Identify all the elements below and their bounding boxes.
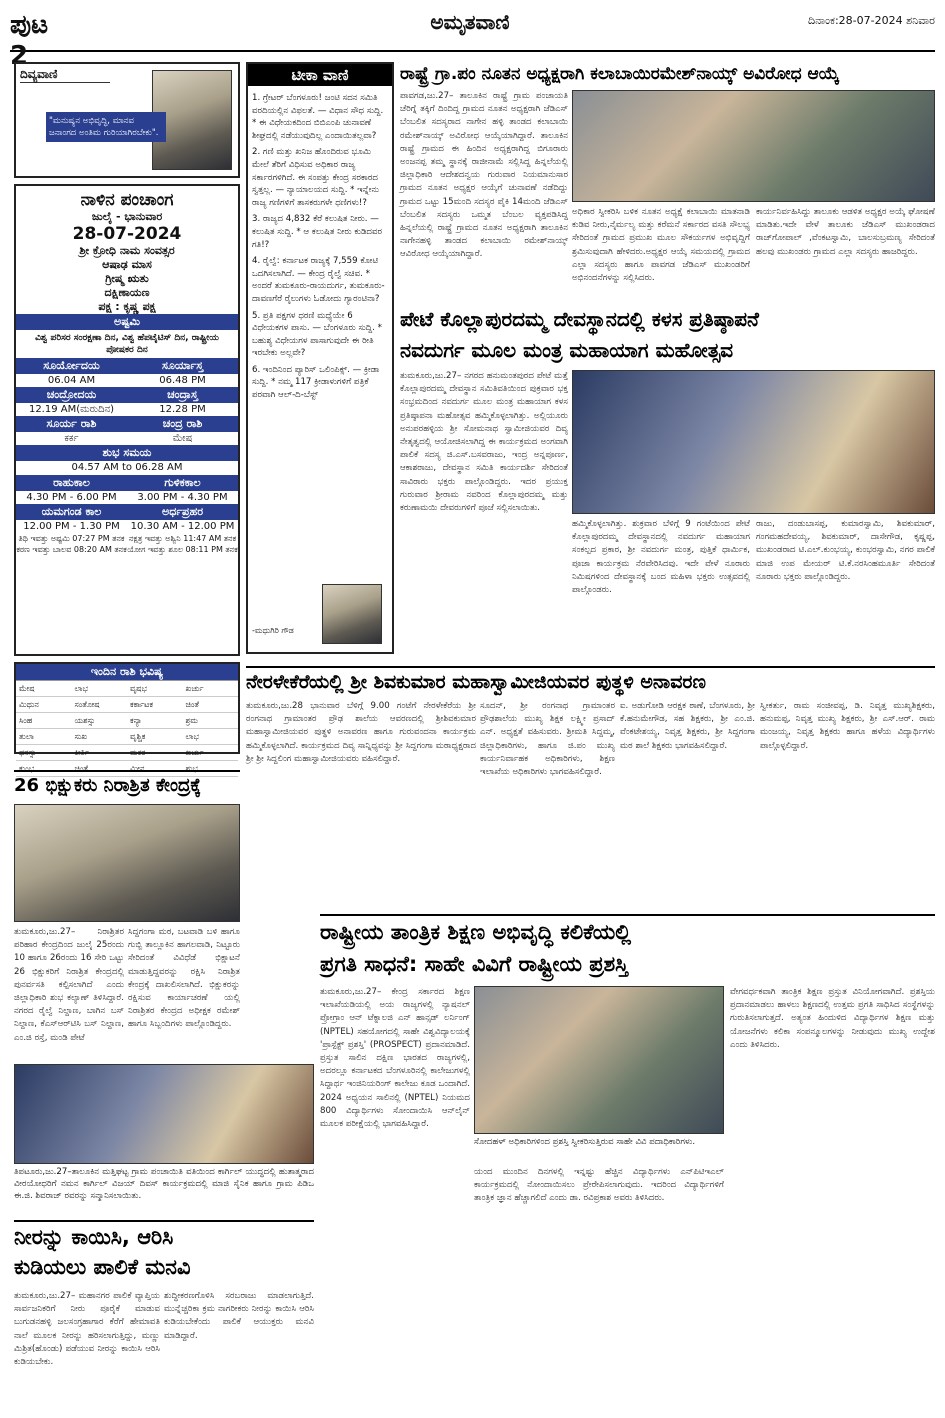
moonrise-value: 12.19 AM(ಮರುದಿನ) bbox=[28, 404, 115, 415]
rashi-cell: ಶ್ರಮ bbox=[183, 713, 239, 729]
rashi-cell: ಧನಸ್ಸು bbox=[16, 745, 72, 761]
story1-col1: ಪಾವಗಡ,ಜು.27– ತಾಲೂಕಿನ ರಾಷ್ಟ್ರೆ ಗ್ರಾಮ ಪಂಚಾಯತಿ ಚೆರಿಗ್ನೆ ತಕ್ಕಿಗೆ ದಿಂದಿದ್ದ ಗ್ರಾಮದ ನೂತನ ಅಧ್ಯಕ್ಷರಾಗಿ ಜೆಡಿಎಸ್ ಬೆಂಬಲಿತ ಸದಸ್ಯರಾದ ನಾಗೇನ ಹಳ್ಳಿ ತಾಂಡದ ಕಲಾಬಾಯಿ ರಮೇಶ್‌ನಾಯ್ಕ್ ಅವಿರೋಧ ಆಯ್ಕೆಯಾಗಿದ್ದಾರೆ. ತಾಲೂಕಿನ ರಾಷ್ಟ್ರೆ ಗ್ರಾಮದ ಈ ಹಿಂದಿನ ಅಧ್ಯಕ್ಷರಾಗಿದ್ದ ಬಿಗೂರಾರು ಅಂಜನಪ್ಪ ತಮ್ಮ ಸ್ಥಾನಕ್ಕೆ ರಾಜೀನಾಮೆ ಸಲ್ಲಿಸಿದ್ದ ಹಿನ್ನಲೆಯಲ್ಲಿ ಜಿಲ್ಲಾಧಿಕಾರಿ ಆದೇಶದನ್ವಯ ಗುರುವಾರ ನಿಯಮಾನುಸಾರ ಗ್ರಾಮದ ನೂತನ ಅಧ್ಯಕ್ಷರ ಆಯ್ಕೆಗೆ ಚುನಾವಣೆ ನಡೆದಿದ್ದು ಗ್ರಾಮದ ಒಟ್ಟು 15ಮಂದಿ ಸದಸ್ಯರ ಪೈಕಿ 14ಮಂದಿ ಜೆಡಿಎಸ್ ಬೆಂಬಲಿತ ಸದಸ್ಯರು ಒಮ್ಮತ ಬೆಂಬಲ ವ್ಯಕ್ತಪಡಿಸಿದ್ದ ಹಿನ್ನಲೆಯಲ್ಲಿ ರಾಷ್ಟ್ರೆ ಗ್ರಾಮದ ನೂತನ ಅಧ್ಯಕ್ಷರಾಗಿ ತಾಲೂಕಿನ ನಾಗೇನಹಳ್ಳಿ ತಾಂಡದ ಕಲಾಬಾಯಿ ರಮೇಶ್‌ನಾಯ್ಕ್ ಆವಿರೋಧ ಆಯ್ಕೆಯಾಗಿದ್ದಾರೆ. bbox=[400, 91, 568, 260]
tithi-nakshatra bbox=[16, 533, 238, 544]
story1-photo bbox=[572, 90, 935, 202]
chandra-rashi-label: ಚಂದ್ರ ರಾಶಿ bbox=[162, 417, 203, 430]
rashi-cell: ಕರ್ಕಾಟಕ bbox=[127, 697, 183, 713]
story2-photo bbox=[572, 370, 935, 514]
rashi-cell: ಕೀರ್ತಿ bbox=[72, 745, 128, 761]
tithi-label: ಅಷ್ಟಮಿ bbox=[16, 314, 238, 330]
chandra-rashi-value: ಮೇಷ bbox=[172, 433, 193, 444]
story5-headline1: ನೀರನ್ನು ಕಾಯಿಸಿ, ಆರಿಸಿ bbox=[14, 1220, 314, 1252]
rashi-cell: ತುಲಾ bbox=[16, 729, 72, 745]
yama-label: ಯಮಗಂಡ ಕಾಲ bbox=[41, 505, 102, 518]
rashi-box bbox=[14, 662, 240, 773]
tika-item: 5. ಪ್ರತಿ ಪಕ್ಷಗಳ ಧರಣಿ ಮಧ್ಯೆಯೇ 6 ವಿಧೇಯಕಗಳ ಪಾಸು. — ಬೆಂಗಳೂರು ಸುದ್ದಿ. * ಬಹುಶ್ಯ ವಿಧೇಯಗಳ ಪಾಸಾಗುವುದೇ ಈ ರೀತಿ ಇರಬೇಕು ಅಲ್ಲವೇ? bbox=[252, 310, 382, 359]
page-number: ಪುಟ 2 bbox=[10, 10, 49, 71]
gulika-value: 3.00 PM - 4.30 PM bbox=[137, 492, 228, 503]
moonset-value: 12.28 PM bbox=[159, 404, 206, 415]
panchanga-title: ನಾಳಿನ ಪಂಚಾಂಗ bbox=[80, 190, 174, 210]
story2-col2: ಹಮ್ಮಿಕೊಳ್ಳಲಾಗಿತ್ತು. ಶುಕ್ರವಾರ ಬೆಳಿಗ್ಗೆ 9 ಗಂಟೆಯಿಂದ ಪೇಟೆ ಕೊಲ್ಲಾಪುರದಮ್ಮ ದೇವಸ್ಥಾನದಲ್ಲಿ ನವದುರ್ಗ ಮಹಾಯಾಗ ಸಂಕಲ್ಪದ ಪ್ರಕಾರ, ಶ್ರೀ ನವದುರ್ಗ ಮಂತ್ರ, ಪುತ್ತಿಕೆ ಧಾರ್ಮಿಕ, ಪೂಜಾ ಕಾರ್ಯಕ್ರಮ ನೆರವೇರಿಸಿದವು. ಇದೇ ವೇಳೆ ನೂರಾರು ನಿಮಿಷಗಳಿಂದ ದೇವಸ್ಥಾನಕ್ಕೆ ಬಂದ ಮಹಿಳಾ ಭಕ್ತರು ಉತ್ಸವದಲ್ಲಿ ಪಾಲ್ಗೊಂಡರು. bbox=[572, 519, 750, 596]
sunrise-value: 06.04 AM bbox=[47, 375, 96, 386]
story2-col1: ತುಮಕೂರು,ಜು.27– ನಗರದ ಹನುಮಂತಪುರದ ಪೇಟೆ ಮತ್ತೆ ಕೊಲ್ಲಾಪುರದಮ್ಮ ದೇವಸ್ಥಾನ ಸಮಿತಿವತಿಯಿಂದ ಪುಕ್ರವಾರ ಭಕ್ತ ಸಂಭ್ರಮದಿಂದ ನವದುರ್ಗ ಮೂಲ ಮಂತ್ರ ಮಹಾಯಾಗ ಕಳಸ ಪ್ರತಿಷ್ಠಾಪನಾ ಮಹೋತ್ಸವ ಹಮ್ಮಿಕೊಳ್ಳಲಾಗಿತ್ತು. ಅಲ್ಲಿಯೂರು ಅನುಪರಹಳ್ಳಿಯ ಶ್ರೀ ಸೋಮನಾಥ ಸ್ವಾಮೀಜಿಯವರ ದಿವ್ಯ ನೇತೃತ್ವದಲ್ಲಿ ಆಯೋಜಿಸಲಾಗಿದ್ದ ಈ ಕಾರ್ಯಕ್ರಮದ ಅಂಗವಾಗಿ ಪಾಲಿಕೆ ಸದಸ್ಯ ಜಿ.ಎಸ್.ಬಸವರಾಜು, ಇಂದ್ರ ಅನ್ನಪೂರ್ಣ, ಆಕಾಶರಾಜು, ದೇವಸ್ಥಾನ ಸಮಿತಿ ಕಾರ್ಯದರ್ಶಿ ಸೇರಿದಂತೆ ಸಾವಿರಾರು ಭಕ್ತರು ಪಾಲ್ಗೊಂಡಿದ್ದರು. ಇದರ ಪ್ರಯುಕ್ತ ಗುರುವಾರ ಶ್ರೀರಾಮ ನವರಿಂದ ಕೊಲ್ಲಾಪುರದಮ್ಮ ಮತ್ತು ಕರುಣಾಮಯಿ ದೇವರುಗಳಿಗೆ ಪೂಜೆ ಸಲ್ಲಿಸಲಾಯಿತು. bbox=[400, 371, 568, 514]
story3-col1: ತುಮಕೂರು,ಜು.28 ಭಾನುವಾರ ಬೆಳಿಗ್ಗೆ 9.00 ಗಂಟೆಗೆ ನೇರಳೇಕೆರೆಯ ಶ್ರೀ ರಂಗನಾಥ ಗ್ರಾಮಾಂತರ ಪ್ರೌಢ ಶಾಲೆಯ ಆವರಣದಲ್ಲಿ ಶ್ರೀಶಿವಕುಮಾರ ಮಹಾಸ್ವಾಮೀಜಿಯವರ ಪುತ್ಥಳಿ ಅನಾವರಣ ಹಾಗೂ ಗುರುವಂದನಾ ಕಾರ್ಯಕ್ರಮ ಹಮ್ಮಿಕೊಳ್ಳಲಾಗಿದೆ. ಕಾರ್ಯಕ್ರಮದ ದಿವ್ಯ ಸಾನ್ನಿಧ್ಯವನ್ನು ಶ್ರೀ ಸಿದ್ದಗಂಗಾ ಮಠಾಧ್ಯಕ್ಷರಾದ ಶ್ರೀ ಶ್ರೀ ಸಿದ್ದಲಿಂಗ ಮಹಾಸ್ವಾಮೀಜಿಯವರು ವಹಿಸಲಿದ್ದಾರೆ. bbox=[246, 701, 476, 764]
rashi-cell: ವೃಶ್ಚಿಕ bbox=[127, 729, 183, 745]
award-caption: ಸೋದಹಳ್ ಅಧಿಕಾರಿಗಳಿಂದ ಪ್ರಶಸ್ತಿ ಸ್ವೀಕರಿಸುತ್ತಿರುವ ಸಾಹೇ ವಿವಿ ಪದಾಧಿಕಾರಿಗಳು. bbox=[474, 1137, 696, 1147]
rahu-labels bbox=[16, 475, 238, 491]
panchanga-box bbox=[14, 184, 240, 656]
rashi-cell: ಚಿಂತೆ bbox=[183, 697, 239, 713]
panchanga-paksha: ಪಕ್ಷ : ಕೃಷ್ಣ ಪಕ್ಷ bbox=[98, 300, 156, 313]
award-photo bbox=[474, 986, 724, 1134]
divyavani-box bbox=[14, 62, 240, 178]
story1-headline: ರಾಷ್ಟ್ರೆ ಗ್ರಾ.ಪಂ ನೂತನ ಅಧ್ಯಕ್ಷರಾಗಿ ಕಲಾಬಾಯಿರಮೇಶ್‌ನಾಯ್ಕ್ ಅವಿರೋಧ ಆಯ್ಕೆ bbox=[400, 64, 840, 84]
karana-detail: ಕರಣ ಇವತ್ತು ಬಾಲವ 08:20 AM ತನಕ bbox=[16, 545, 127, 554]
surya-rashi-label: ಸೂರ್ಯ ರಾಶಿ bbox=[46, 417, 97, 430]
ardha-label: ಅರ್ಧಪ್ರಹರ bbox=[161, 505, 204, 518]
story3-col3: ಐ. ಅಡುಗೋಡಿ ಆರಕ್ಷಕ ಠಾಣೆ, ಬೆಂಗಳೂರು, ಶ್ರೀ ಕೆ.ಹನುಮೇಗೌಡ, ಸಹ ಶಿಕ್ಷಕರು, ಶ್ರೀ ಎಂ.ಜಿ. ವೆಂಕಟೇಶಯ್ಯ, ನಿವೃತ್ತ ಶಿಕ್ಷಕರು, ಶ್ರೀ ಸಿದ್ದಗಂಗಾ ಮಠ ಶಾಲೆ ಶಿಕ್ಷಕರು ಭಾಗವಹಿಸಲಿದ್ದಾರೆ. bbox=[620, 701, 755, 751]
tika-items bbox=[252, 92, 388, 402]
panchanga-date: 28-07-2024 bbox=[72, 224, 182, 244]
rashi-cell: ಮೇಷ bbox=[16, 681, 72, 697]
rashi-cell: ಮಿಥುನ bbox=[16, 697, 72, 713]
sun-labels bbox=[16, 358, 238, 374]
tithi-detail: ತಿಥಿ ಇವತ್ತು ಅಷ್ಟಮಿ 07:27 PM ತನಕ bbox=[18, 534, 125, 543]
divyavani-title: ದಿವ್ಯವಾಣಿ bbox=[20, 67, 110, 83]
rashi-cell: ಖರ್ಚು bbox=[183, 745, 239, 761]
rahu-label: ರಾಹುಕಾಲ bbox=[53, 476, 90, 489]
karana-yoga bbox=[16, 544, 238, 555]
yoga-detail: ಯೋಗ ಇವತ್ತು ಶೂಲ 08:11 PM ತನಕ bbox=[127, 545, 238, 554]
panchanga-masa: ಆಷಾಢ ಮಾಸ bbox=[102, 258, 152, 271]
panchanga-ritu: ಗ್ರೀಷ್ಮ ಋತು bbox=[105, 272, 149, 285]
rashi-values bbox=[16, 432, 238, 445]
nakshatra-detail: ನಕ್ಷತ್ರ ಇವತ್ತು ಅಶ್ವಿನಿ 11:47 AM ತನಕ bbox=[128, 534, 237, 543]
story6-col2: ಯಂದ ಮುಂದಿನ ದಿನಗಳಲ್ಲಿ ಇನ್ನಷ್ಟು ಹೆಚ್ಚಿನ ವಿದ್ಯಾರ್ಥಿಗಳು ಎನ್‌ಪಿಟಿಇಎಲ್ ಕಾರ್ಯಕ್ರಮದಲ್ಲಿ ನೋಂದಾಯಿಸಲು ಪ್ರೇರೇಪಿಸಲಾಗುವುದು. ಇದರಿಂದ ವಿದ್ಯಾರ್ಥಿಗಳಿಗೆ ತಾಂತ್ರಿಕ ಜ್ಞಾನ ಹೆಚ್ಚಾಗಲಿದೆ ಎಂದು ಡಾ. ರವಿಪ್ರಕಾಶ ಅವರು ತಿಳಿಸಿದರು. bbox=[474, 1167, 724, 1204]
story3-col2: ಸೂದನ್, ಶ್ರೀ ರಂಗನಾಥ ಗ್ರಾಮಾಂತರ ಪ್ರೌಢಶಾಲೆಯ ಮುಖ್ಯ ಶಿಕ್ಷಕ ಲಕ್ಷ್ಮೀ ಪ್ರಸಾದ್ ಎನ್. ಅಧ್ಯಕ್ಷತೆ ವಹಿಸುವರು. ಶ್ರೀಮತಿ ಸಿದ್ದಮ್ಮ, ಜಿಲ್ಲಾಧಿಕಾರಿಗಳು, ಹಾಗೂ ಜಿ.ಪಂ ಮುಖ್ಯ ಕಾರ್ಯನಿರ್ವಾಹಕ ಅಧಿಕಾರಿಗಳು, ಶಿಕ್ಷಣ ಇಲಾಖೆಯ ಅಧಿಕಾರಿಗಳು ಭಾಗವಹಿಸಲಿದ್ದಾರೆ. bbox=[480, 701, 615, 778]
story4-headline: 26 ಭಿಕ್ಷುಕರು ನಿರಾಶ್ರಿತ ಕೇಂದ್ರಕ್ಕೆ bbox=[14, 770, 240, 800]
story2-headline2: ನವದುರ್ಗ ಮೂಲ ಮಂತ್ರ ಮಹಾಯಾಗ ಮಹೋತ್ಸವ bbox=[400, 338, 734, 362]
story6-col1: ತುಮಕೂರು,ಜು.27– ಕೇಂದ್ರ ಸರ್ಕಾರದ ಶಿಕ್ಷಣ ಇಲಾಖೆಯಡಿಯಲ್ಲಿ ಅಯ ರಾಜ್ಯಗಳಲ್ಲಿ ನ್ಯಾಷನಲ್ ಪ್ರೋಗ್ರಾಂ ಆನ್ ಟೆಕ್ನಾಲಜಿ ಎನ್ ಹಾನ್ಸಡ್ ಲರ್ನಿಂಗ್ (NPTEL) ಸಹಯೋಗದಲ್ಲಿ ಸಾಹೇ ವಿಶ್ವವಿದ್ಯಾಲಯಕ್ಕೆ 'ಪ್ರಾಸ್ಪೆಕ್ಟ್ ಪ್ರಶಸ್ತಿ' (PROSPECT) ಪ್ರದಾನಮಾಡಿದೆ. ಪ್ರಸ್ತುತ ಸಾಲಿನ ದಕ್ಷಿಣ ಭಾರತದ ರಾಜ್ಯಗಳಲ್ಲಿ, ಅದರಲ್ಲೂ ಕರ್ನಾಟಕದ ಬೆಂಗಳೂರಿನಲ್ಲಿ ಕಾಲೇಜುಗಳಲ್ಲಿ ಸಿದ್ದಾರ್ಥ ಇಂಜಿನಿಯರಿಂಗ್ ಕಾಲೇಜು ಕೂಡ ಒಂದಾಗಿದೆ. 2024 ಅಧ್ಯಯನ ಸಾಲಿನಲ್ಲಿ (NPTEL) ನಿಯಮದ 800 ವಿದ್ಯಾರ್ಥಿಗಳು ಸೋಂದಾಯಿಸಿ ಆನ್‌ಲೈನ್ ಮೂಲಕ ಪರೀಕ್ಷೆಯಲ್ಲಿ ಭಾಗವಹಿಸಿದ್ದಾರೆ. bbox=[320, 987, 470, 1130]
story6-col3: ವೇಗವರ್ಧಕವಾಗಿ ತಾಂತ್ರಿಕ ಶಿಕ್ಷಣ ಪ್ರಸ್ತುತ ವಿನಿಯೋಗವಾಗಿದೆ. ಪ್ರಶಸ್ತಿಯ ಪ್ರದಾನಮಾಡಲು ಹಾಳಲು ಶಿಕ್ಷಣದಲ್ಲಿ ಉತ್ತಮ ಪ್ರಗತಿ ಸಾಧಿಸಿದ ಸಂಸ್ಥೆಗಳನ್ನು ಗುರುತಿಸಲಾಗುತ್ತದೆ. ಅತ್ಯಂತ ಹಿಂದುಳಿದ ವಿದ್ಯಾರ್ಥಿಗಳ ಶಿಕ್ಷಣ ಮತ್ತು ಯೋಜನೆಗಳು ಕಲಿಕಾ ಸಂಪನ್ಮೂಲಗಳನ್ನು ನೀಡುವುದು ಮುಖ್ಯ ಉದ್ದೇಶ ಎಂದು ತಿಳಿಸಿದರು. bbox=[730, 987, 935, 1050]
rashi-cell: ಮಕರ bbox=[127, 745, 183, 761]
sun-values bbox=[16, 374, 238, 387]
story2-headline1: ಪೇಟೆ ಕೊಲ್ಲಾಪುರದಮ್ಮ ದೇವಸ್ಥಾನದಲ್ಲಿ ಕಳಸ ಪ್ರತಿಷ್ಠಾಪನೆ bbox=[400, 307, 759, 331]
story5-col2: ಶುದ್ಧೀಕರಣಗೊಳಿಸಿ ಸರಬರಾಜು ಮಾಡಲಾಗುತ್ತಿದೆ. ಮುನ್ನೆಚ್ಚರಿಕಾ ಕ್ರಮ ನಾಗರೀಕರು ನೀರನ್ನು ಕಾಯಿಸಿ ಆರಿಸಿ ಕುಡಿಯಬೇಕೆಂದು ಪಾಲಿಕೆ ಆಯುಕ್ತರು ಮನವಿ ಮಾಡಿದ್ದಾರೆ. bbox=[164, 1291, 314, 1341]
yama-value: 12.00 PM - 1.30 PM bbox=[23, 521, 120, 532]
kargil-caption: ತಿಪಟೂರು,ಜು.27–ತಾಲೂಕಿನ ಮತ್ತಿಘಟ್ಟ ಗ್ರಾಮ ಪಂಚಾಯಿತಿ ವತಿಯಿಂದ ಕಾರ್ಗಿಲ್ ಯುದ್ಧದಲ್ಲಿ ಹುತಾತ್ಮರಾದ ವೀರಯೋಧರಿಗೆ ನಮನ ಕಾರ್ಗಿಲ್ ವಿಜಯ್ ದಿವಸ್ ಕಾರ್ಯಕ್ರಮದಲ್ಲಿ ಮಾಜಿ ಸೈನಿಕ ಹಾಗೂ ಗ್ರಾಮ ಪಿಡಿಒ ಈ.ಜಿ. ಶಿವರಾಜ್ ರವರನ್ನು ಸನ್ಮಾನಿಸಲಾಯಿತು. bbox=[14, 1167, 314, 1201]
rashi-cell: ಸುಖ bbox=[72, 729, 128, 745]
moonset-label: ಚಂದ್ರಾಸ್ತ bbox=[167, 388, 198, 401]
ardha-value: 10.30 AM - 12.00 PM bbox=[130, 521, 235, 532]
story4-photo bbox=[14, 804, 240, 922]
tika-item: 2. ಗಣಿ ಮತ್ತು ಖನಿಜ ಹೊಂದಿರುವ ಭೂಮಿ ಮೇಲೆ ತೆರಿಗೆ ವಿಧಿಸುವ ಅಧಿಕಾರ ರಾಜ್ಯ ಸರ್ಕಾರಗಳಿಗಿದೆ. ಈ ಸಂಪತ್ತು ಕೇಂದ್ರ ಸರಕಾರದ ಸ್ವತ್ತಲ್ಲ. — ನ್ಯಾಯಾಲಯದ ಸುದ್ದಿ. * ಇನ್ನೇನು ರಾಜ್ಯ ಗಣಿಗಳಿಗೆ ತಾಸಕರುಗಳೇ ಧಣಿಗಳು!? bbox=[252, 147, 380, 208]
surya-rashi-value: ಕರ್ಕ bbox=[64, 433, 79, 444]
rahu-values bbox=[16, 491, 238, 504]
story5-headline2: ಕುಡಿಯಲು ಪಾಲಿಕೆ ಮನವಿ bbox=[14, 1255, 191, 1279]
story6-headline1: ರಾಷ್ಟ್ರೀಯ ತಾಂತ್ರಿಕ ಶಿಕ್ಷಣ ಅಭಿವೃದ್ಧಿ ಕಲಿಕೆಯಲ್ಲಿ bbox=[320, 914, 935, 948]
special-days: ವಿಶ್ವ ಪರಿಸರ ಸಂರಕ್ಷಣಾ ದಿನ, ವಿಶ್ವ ಹೆಪಟೈಟಿಸ್ ದಿನ, ರಾಷ್ಟ್ರೀಯ ಪೋಷಕರ ದಿನ bbox=[35, 333, 219, 355]
story3-headline: ನೇರಳೇಕೆರೆಯಲ್ಲಿ ಶ್ರೀ ಶಿವಕುಮಾರ ಮಹಾಸ್ವಾಮೀಜಿಯವರ ಪುತ್ಥಳಿ ಅನಾವರಣ bbox=[246, 666, 935, 696]
story1-col3: ಕಾರ್ಯನಿರ್ವಹಿಸಿದ್ದು ತಾಲೂಕು ಆಡಳಿತ ಅಧ್ಯಕ್ಷರ ಅಯ್ಕೆ ಘೋಷಣೆ ಮಾಡಿತು.ಇದೇ ವೇಳೆ ತಾಲೂಕು ಜೆಡಿಎಸ್ ಮುಖಂಡರಾದ ರಾಜ್‌ಗೋಪಾಲ್ ,ವೆಂಕಟಸ್ವಾಮಿ, ಬಾಲಸುಬ್ರಮಣ್ಯ ಸೇರಿದಂತೆ ಹಲವು ಮುಖಂಡರು ಗ್ರಾಮದ ಎಲ್ಲಾ ಸದಸ್ಯರು ಹಾಜರಿದ್ದರು. bbox=[756, 207, 935, 257]
sunset-value: 06.48 PM bbox=[159, 375, 206, 386]
rashi-labels bbox=[16, 416, 238, 432]
panchanga-ayana: ದಕ್ಷಿಣಾಯಣ bbox=[104, 286, 150, 299]
dateline: ದಿನಾಂಕ:28-07-2024 ಶನಿವಾರ bbox=[808, 14, 935, 27]
panchanga-samvatsara: ಶ್ರೀ ಕ್ರೋಧಿ ನಾಮ ಸಂವತ್ಸರ bbox=[79, 244, 175, 257]
rashi-cell: ಕನ್ಯಾ bbox=[127, 713, 183, 729]
story6-headline2: ಪ್ರಗತಿ ಸಾಧನೆ: ಸಾಹೇ ವಿವಿಗೆ ರಾಷ್ಟ್ರೀಯ ಪ್ರಶಸ್ತಿ bbox=[320, 952, 629, 976]
shubha-value: 04.57 AM to 06.28 AM bbox=[71, 462, 183, 473]
divyavani-quote: "ಮನುಷ್ಯನ ಅಭಿವೃದ್ಧಿ, ಮಾನವ ಜನಾಂಗದ ಅಂತಿಮ ಗುರಿಯಾಗಿರಬೇಕು". bbox=[46, 112, 166, 142]
panchanga-day: ಜುಲೈ - ಭಾನುವಾರ bbox=[91, 210, 163, 223]
masthead bbox=[10, 4, 935, 71]
rashi-title: ಇಂದಿನ ರಾಶಿ ಭವಿಷ್ಯ bbox=[16, 664, 238, 680]
rashi-cell: ಸಿಂಹ bbox=[16, 713, 72, 729]
story3-col4: ಸ್ವೀಕರ್ತು, ರಾಮ ಸಂಜೀವಪ್ಪ, ಡಿ. ನಿವೃತ್ತ ಮುಖ್ಯಶಿಕ್ಷಕರು, ಹನುಮಪ್ಪ, ನಿವೃತ್ತ ಮುಖ್ಯ ಶಿಕ್ಷಕರು, ಶ್ರೀ ಎಸ್.ಆರ್. ರಾಮ ಮಂಜಯ್ಯ, ನಿವೃತ್ತ ಶಿಕ್ಷಕರು ಹಾಗೂ ಹಳೆಯ ವಿದ್ಯಾರ್ಥಿಗಳು ಪಾಲ್ಗೊಳ್ಳಲಿದ್ದಾರೆ. bbox=[760, 701, 935, 751]
author-photo bbox=[322, 584, 382, 644]
paper-name: ಅಮೃತವಾಣಿ bbox=[430, 10, 510, 34]
rashi-cell: ಕುಂಭ bbox=[16, 761, 72, 777]
sunrise-label: ಸೂರ್ಯೋದಯ bbox=[43, 359, 100, 372]
tika-item: 3. ರಾಜ್ಯದ 4,832 ಕೆರೆ ಕಲುಷಿತ ನೀರು. — ಕಲುಷಿತ ಸುದ್ದಿ. * ಆ ಕಲುಷಿತ ನೀರು ಕುಡಿದವರ ಗತಿ!? bbox=[252, 214, 383, 250]
tika-box bbox=[246, 62, 394, 654]
tika-item: 1. ಗ್ರೇಟರ್ ಬೆಂಗಳೂರು! ಜಂಟಿ ಸದನ ಸಮಿತಿ ವರದಿಯಲ್ಲಿನ ವಿಫಲತೆ. — ವಿಧಾನ ಸೌಧ ಸುದ್ದಿ. * ಈ ವಿಧೇಯಕದಿಂದ ಬಿಬಿಎಂಪಿ ಚುನಾವಣೆ ಶೀಘ್ರದಲ್ಲಿ ನಡೆಯುವುದಿಲ್ಲ ಎಂದಾಯಿತಲ್ಲವಾ? bbox=[252, 93, 384, 141]
kargil-photo bbox=[14, 1064, 314, 1164]
story4-col1: ತುಮಕೂರು,ಜು.27– ನಿರಾಶ್ರಿತರ ಪರಿಹಾರ ಕೇಂದ್ರದಿಂದ ಜುಲೈ 25ರಂದು 10 ಹಾಗೂ 26ರಂದು 16 ಸೇರಿ ಒಟ್ಟು 26 ಭಿಕ್ಷುಕರಿಗೆ ನಿರಾಶ್ರಿತ ಕೇಂದ್ರದಲ್ಲಿ ಪುನರ್ವಸತಿ ಕಲ್ಪಿಸಲಾಗಿದೆ ಎಂದು ಜಿಲ್ಲಾಧಿಕಾರಿ ಶುಭ ಕಲ್ಯಾಣ್ ತಿಳಿಸಿದ್ದಾರೆ. ನಗರದ ರೈಲ್ವೆ ನಿಲ್ದಾಣ, ಬಾಗಿನ ಬಸ್ ನಿಲ್ದಾಣ, ಕೆಎಸ್‌ಆರ್‌ಟಿಸಿ ಬಸ್ ನಿಲ್ದಾಣ, ಎಂ.ಜಿ ರಸ್ತೆ, ಮಂಡಿ ಪೇಟೆ bbox=[14, 927, 124, 1043]
tika-item: 6. ಇಂದಿನಿಂದ ಪ್ಯಾರಿಸ್ ಒಲಿಂಪಿಕ್ಸ್. — ಕ್ರೀಡಾ ಸುದ್ದಿ. * ನಮ್ಮ 117 ಕ್ರೀಡಾಳುಗಳಿಗೆ ಪತ್ರಿಕೆ ಪರವಾಗಿ ಆಲ್-ದಿ-ಬೆಸ್ಟ್ bbox=[252, 364, 380, 401]
story4-col2: ಸಿದ್ದಗಂಗಾ ಮಠ, ಬಟವಾಡಿ ಬಳಿ ಹಾಗೂ ಗುಬ್ಬಿ ತಾಲ್ಲೂಕಿನ ಹಾಗಲವಾಡಿ, ನಿಟ್ಟೂರು ಸೇರಿದಂತೆ ವಿವಿಧೆಡೆ ಭಿಕ್ಷಾಟನೆ ಮಾಡುತ್ತಿದ್ದವರನ್ನು ರಕ್ಷಿಸಿ ನಿರಾಶ್ರಿತ ಕೇಂದ್ರಕ್ಕೆ ದಾಖಲಿಸಲಾಗಿದೆ. ಭಿಕ್ಷುಕರನ್ನು ರಕ್ಷಿಸುವ ಕಾರ್ಯಾಚರಣೆ ಯಲ್ಲಿ ನಿರಾಶ್ರಿತರ ಕೇಂದ್ರದ ಅಧೀಕ್ಷಕ ರಮೇಶ್ ಹಾಗೂ ಸಿಬ್ಬಂದಿಗಳು ಪಾಲ್ಗೊಂಡಿದ್ದರು. bbox=[128, 927, 240, 1030]
tika-author: -ಮಧುಗಿರಿ ಗೌಡ bbox=[252, 626, 294, 635]
sunset-label: ಸೂರ್ಯಾಸ್ತ bbox=[162, 359, 203, 372]
story1-col2: ಅಧಿಕಾರ ಸ್ವೀಕರಿಸಿ ಬಳಿಕ ನೂತನ ಅಧ್ಯಕ್ಷೆ ಕಲಾಬಾಯಿ ಮಾತನಾಡಿ ಕುಡಿವ ನೀರು,ನೈರ್ಮಲ್ಯ ಮತ್ತು ಕರೆಮನೆ ಸರ್ಕಾರದ ವಸತಿ ಸೌಲಭ್ಯ ಸೇರಿದಂತೆ ಗ್ರಾಮದ ಪ್ರಮುಖ ಮೂಲ ಸೌಕರ್ಯಗಳ ಅಭಿವೃದ್ದಿಗೆ ಶ್ರಮಿಸುವುದಾಗಿ ಹೇಳಿದರು.ಅಧ್ಯಕ್ಷರ ಆಯ್ಕೆ ಸಮಯದಲ್ಲಿ ಗ್ರಾಮದ ಎಲ್ಲಾ ಸದಸ್ಯರು ಹಾಗೂ ಪಾವಗಡ ಜೆಡಿಎಸ್ ಮುಖಂಡರಿಗೆ ಅಭಿನಂದನೆಗಳನ್ನು ಸಲ್ಲಿಸಿದರು. bbox=[572, 207, 750, 284]
tika-item: 4. ರೈಲ್ವೆ: ಕರ್ನಾಟಕ ರಾಜ್ಯಕ್ಕೆ 7,559 ಕೋಟಿ ಒದಗಿಸಲಾಗಿದೆ. — ಕೇಂದ್ರ ರೈಲ್ವೆ ಸಚಿವ. * ಅಂದರೆ ತುಮಕೂರು-ರಾಯದುರ್ಗ, ತುಮಕೂರು-ದಾವಣಗೆರೆ ರೈಲುಗಳು ಓಡೋದು ಗ್ಯಾರಂಟಿನಾ? bbox=[252, 256, 385, 304]
tika-title: ಟೀಕಾ ವಾಣಿ bbox=[248, 64, 392, 86]
rashi-cell: ಖರ್ಚು bbox=[183, 681, 239, 697]
rashi-cell: ಚಿಂತೆ bbox=[72, 761, 128, 777]
moon-values bbox=[16, 403, 238, 416]
moonrise-label: ಚಂದ್ರೋದಯ bbox=[46, 388, 97, 401]
yama-labels bbox=[16, 504, 238, 520]
story5-col1: ತುಮಕೂರು,ಜು.27– ಮಹಾನಗರ ಪಾಲಿಕೆ ವ್ಯಾಪ್ತಿಯ ಸಾರ್ವಜನಿಕರಿಗೆ ನೀರು ಪೂರೈಕೆ ಮಾಡುವ ಬುಗುಡನಹಳ್ಳಿ ಜಲಸಂಗ್ರಹಾಗಾರ ಕೆರೆಗೆ ಹೇಮಾವತಿ ನಾಲೆ ಮೂಲಕ ನೀರನ್ನು ಹರಿಸಲಾಗುತ್ತಿದ್ದು, ಮಣ್ಣು ಮಿಶ್ರಿತ(ಹೊಂಡು) ಪಡೆಯುವ ನೀರನ್ನು ಕಾಯಿಸಿ ಆರಿಸಿ ಕುಡಿಯಬೇಕು. bbox=[14, 1291, 160, 1368]
rashi-cell: ಯಶಸ್ಸು bbox=[72, 713, 128, 729]
gulika-label: ಗುಳಿಕಕಾಲ bbox=[164, 476, 201, 489]
rashi-cell: ಲಾಭ bbox=[183, 729, 239, 745]
rashi-cell: ವೃಷಭ bbox=[127, 681, 183, 697]
rashi-cell: ಲಾಭ bbox=[72, 681, 128, 697]
yama-values bbox=[16, 520, 238, 533]
rashi-grid bbox=[16, 680, 238, 777]
shubha-label: ಶುಭ ಸಮಯ bbox=[16, 445, 238, 461]
story2-col3: ರಾಜು, ದಂಡುಬಾಸಪ್ಪ, ಕುಮಾರಸ್ವಾಮಿ, ಶಿವಕುಮಾರ್, ಗಂಗಮಹದೇವಯ್ಯ, ಶಿವಕುಮಾರ್, ದಾಸೇಗೌಡ, ಕೃಷ್ಣಪ್ಪ, ಮುಖಂಡರಾದ ಟಿ.ಎಲ್.ಕುಂಭಯ್ಯ, ಕುಂಭರಸ್ವಾಮಿ, ನಗರ ಪಾಲಿಕೆ ಮಾಜಿ ಉಪ ಮೇಯರ್ ಟಿ.ಕೆ.ನರಸಿಂಹಮೂರ್ತಿ ಸೇರಿದಂತೆ ನೂರಾರು ಭಕ್ತರು ಪಾಲ್ಗೊಂಡಿದ್ದರು. bbox=[756, 519, 935, 582]
rashi-cell: ಮೀನ bbox=[127, 761, 183, 777]
rashi-cell: ಸಂತೋಷ bbox=[72, 697, 128, 713]
rahu-value: 4.30 PM - 6.00 PM bbox=[26, 492, 117, 503]
moon-labels bbox=[16, 387, 238, 403]
rashi-cell: ಶುಭ bbox=[183, 761, 239, 777]
